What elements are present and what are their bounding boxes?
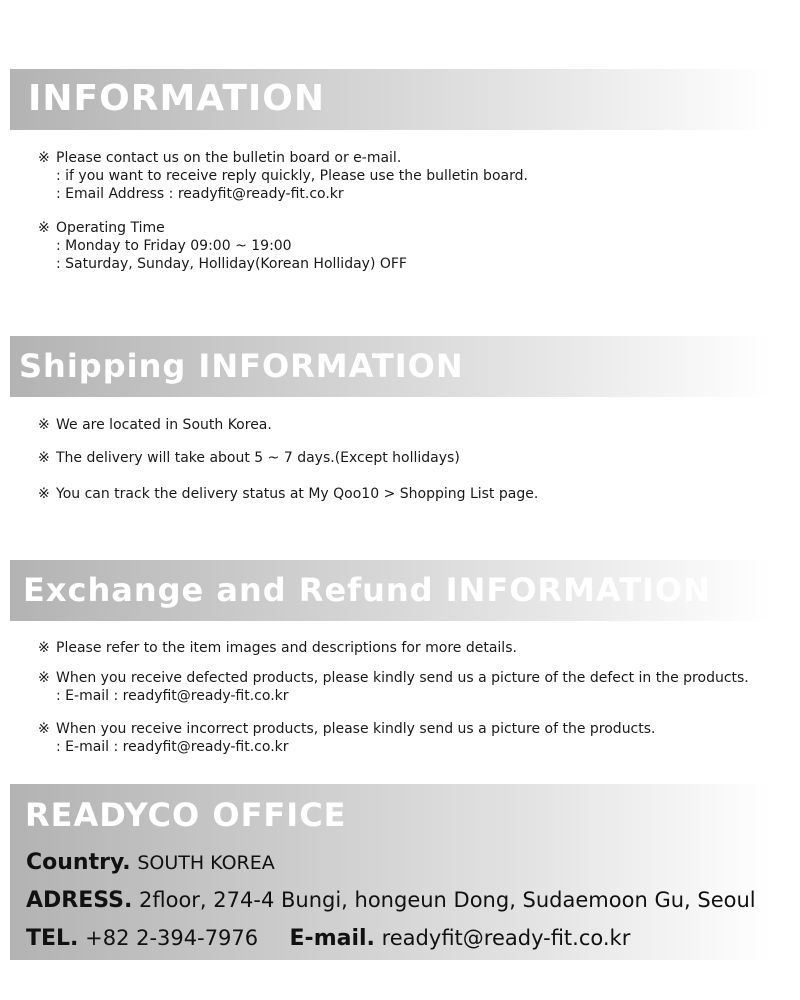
operating-weekends: : Saturday, Sunday, Holliday(Korean Holliday) OFF xyxy=(56,256,407,272)
exchange-banner xyxy=(10,560,772,621)
exchange-defect-email: : E-mail : readyfit@ready-fit.co.kr xyxy=(56,688,289,704)
contact-line: Please contact us on the bulletin board or e-mail. xyxy=(56,150,402,166)
shipping-item xyxy=(38,416,272,434)
exchange-title: Exchange and Refund INFORMATION xyxy=(23,571,711,609)
reference-mark: ※ xyxy=(38,450,50,466)
contact-sub-reply: : if you want to receive reply quickly, Please use the bulletin board. xyxy=(56,168,528,184)
exchange-item-defect: When you receive defected products, please kindly send us a picture of the defect in the products. xyxy=(56,670,749,686)
tel-label: TEL. xyxy=(26,926,79,951)
information-title: INFORMATION xyxy=(28,78,326,119)
information-banner xyxy=(10,69,772,130)
shipping-title: Shipping INFORMATION xyxy=(19,347,464,385)
exchange-item xyxy=(38,720,656,756)
reference-mark: ※ xyxy=(38,220,50,236)
shipping-banner xyxy=(10,336,772,397)
exchange-item xyxy=(38,639,517,657)
exchange-item-refer: Please refer to the item images and descriptions for more details. xyxy=(56,640,517,656)
reference-mark: ※ xyxy=(38,721,50,737)
shipping-item xyxy=(38,449,460,467)
office-contact-row xyxy=(26,926,630,951)
exchange-incorrect-email: : E-mail : readyfit@ready-fit.co.kr xyxy=(56,739,289,755)
email-value: readyfit@ready-fit.co.kr xyxy=(381,926,631,950)
office-country-row xyxy=(26,850,275,875)
country-label: Country. xyxy=(26,850,131,875)
exchange-item xyxy=(38,669,749,705)
operating-block xyxy=(38,219,407,273)
reference-mark: ※ xyxy=(38,417,50,433)
operating-title: Operating Time xyxy=(56,220,165,236)
reference-mark: ※ xyxy=(38,640,50,656)
address-label: ADRESS. xyxy=(26,888,133,913)
shipping-item-tracking: You can track the delivery status at My Qoo10 > Shopping List page. xyxy=(56,486,539,502)
operating-weekdays: : Monday to Friday 09:00 ~ 19:00 xyxy=(56,238,292,254)
shipping-item-location: We are located in South Korea. xyxy=(56,417,272,433)
contact-sub-email: : Email Address : readyfit@ready-fit.co.kr xyxy=(56,186,344,202)
exchange-item-incorrect: When you receive incorrect products, please kindly send us a picture of the products. xyxy=(56,721,656,737)
reference-mark: ※ xyxy=(38,670,50,686)
address-value: 2floor, 274-4 Bungi, hongeun Dong, Sudaemoon Gu, Seoul xyxy=(139,888,756,912)
email-label: E-mail. xyxy=(289,926,375,951)
office-address-row xyxy=(26,888,756,913)
shipping-item-delivery: The delivery will take about 5 ~ 7 days.(Except hollidays) xyxy=(56,450,460,466)
office-title: READYCO OFFICE xyxy=(25,796,347,834)
reference-mark: ※ xyxy=(38,150,50,166)
reference-mark: ※ xyxy=(38,486,50,502)
tel-value: +82 2-394-7976 xyxy=(85,926,259,950)
office-panel xyxy=(10,784,772,960)
country-value: SOUTH KOREA xyxy=(137,852,275,874)
contact-block xyxy=(38,149,528,203)
shipping-item xyxy=(38,485,538,503)
